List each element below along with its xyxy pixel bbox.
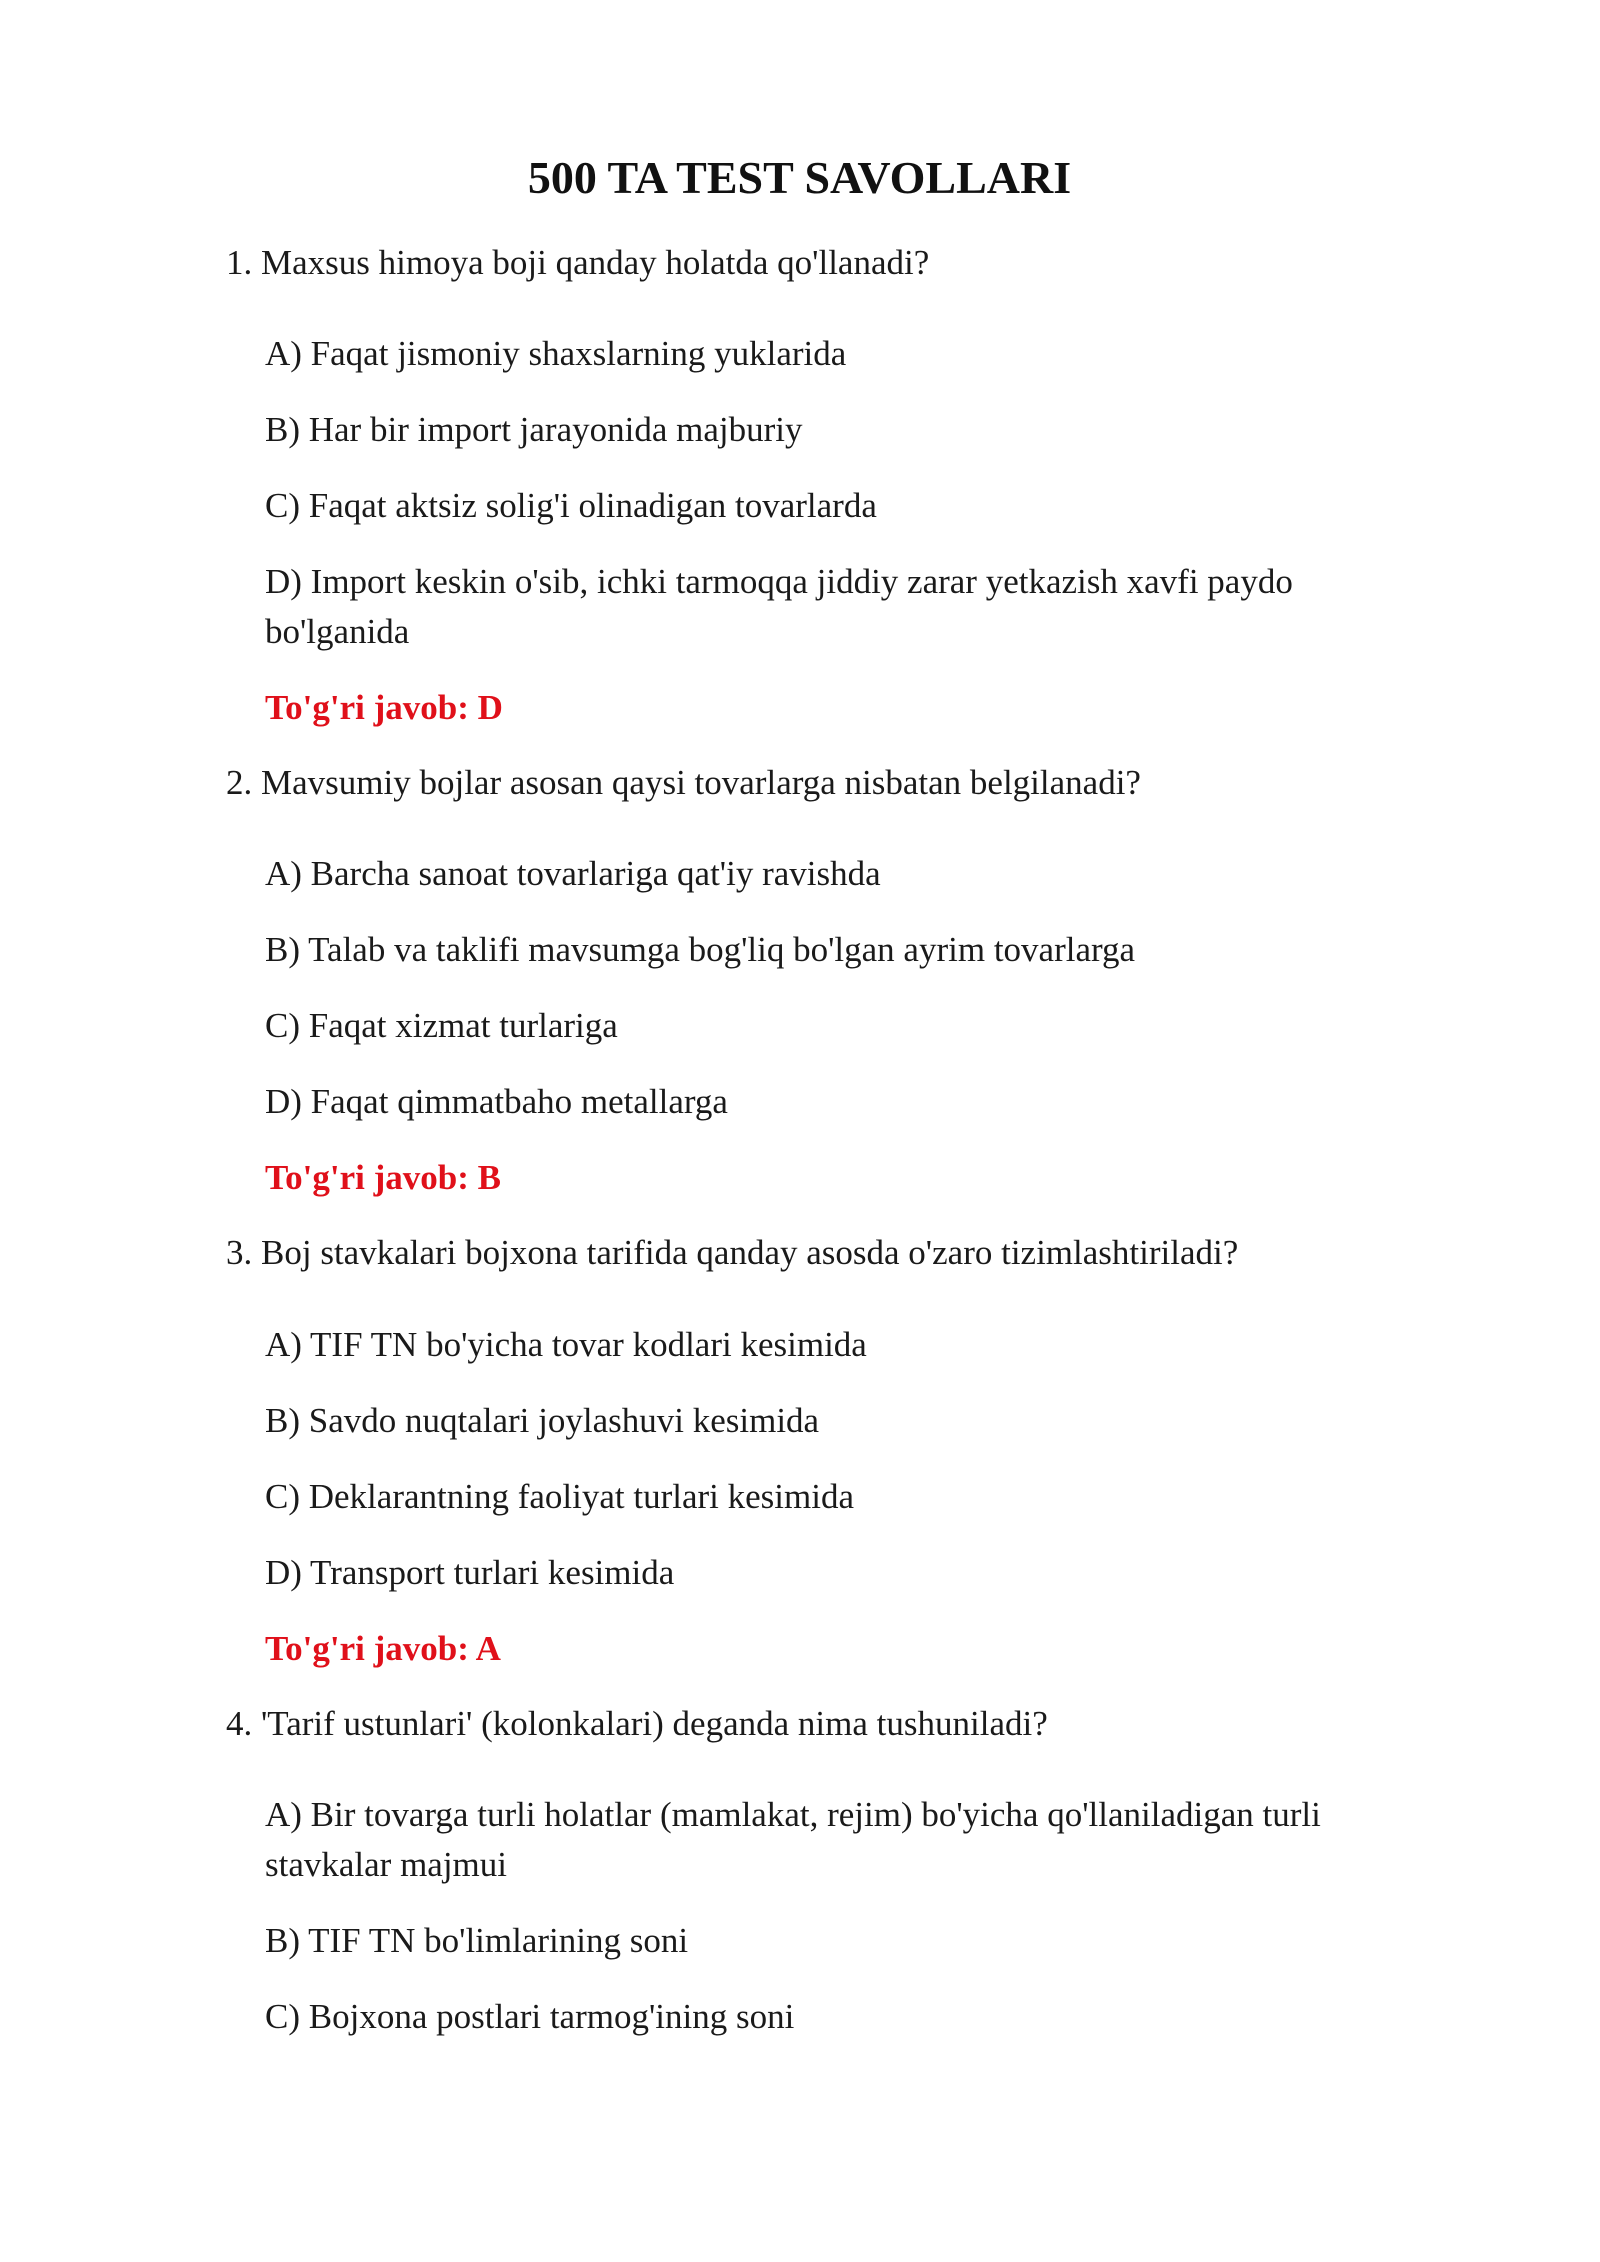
option-3a: A) TIF TN bo'yicha tovar kodlari kesimida: [265, 1325, 867, 1364]
answer-1: To'g'ri javob: D: [265, 688, 503, 727]
question-number: 3.: [226, 1233, 253, 1272]
option-4c: C) Bojxona postlari tarmog'ining soni: [265, 1997, 795, 2036]
option-4b: B) TIF TN bo'limlarining soni: [265, 1921, 689, 1960]
option-1c: C) Faqat aktsiz solig'i olinadigan tovarlarda: [265, 486, 877, 525]
question-text: Boj stavkalari bojxona tarifida qanday asosda o'zaro tizimlashtiriladi?: [261, 1233, 1239, 1272]
option-2d: D) Faqat qimmatbaho metallarga: [265, 1082, 728, 1121]
option-2b: B) Talab va taklifi mavsumga bog'liq bo'lgan ayrim tovarlarga: [265, 930, 1136, 969]
option-3b: B) Savdo nuqtalari joylashuvi kesimida: [265, 1401, 820, 1440]
option-2a: A) Barcha sanoat tovarlariga qat'iy ravishda: [265, 854, 881, 893]
question-number: 1.: [226, 243, 253, 282]
question-number: 2.: [226, 763, 253, 802]
option-2c: C) Faqat xizmat turlariga: [265, 1006, 618, 1045]
question-4: [226, 1699, 1410, 1749]
question-number: 4.: [226, 1704, 253, 1743]
question-3: [226, 1228, 1410, 1278]
question-text: 'Tarif ustunlari' (kolonkalari) deganda nima tushuniladi?: [261, 1704, 1048, 1743]
document-title: 500 TA TEST SAVOLLARI: [527, 152, 1072, 203]
question-2: [226, 758, 1410, 808]
option-3c: C) Deklarantning faoliyat turlari kesimida: [265, 1477, 854, 1516]
question-1: [226, 238, 1410, 288]
option-3d: D) Transport turlari kesimida: [265, 1553, 675, 1592]
option-4a: A) Bir tovarga turli holatlar (mamlakat, rejim) bo'yicha qo'llaniladigan turli stavkalar majmui: [265, 1795, 1321, 1884]
option-1a: A) Faqat jismoniy shaxslarning yuklarida: [265, 334, 847, 373]
question-text: Maxsus himoya boji qanday holatda qo'llanadi?: [261, 243, 930, 282]
answer-2: To'g'ri javob: B: [265, 1158, 501, 1197]
option-1d: D) Import keskin o'sib, ichki tarmoqqa jiddiy zarar yetkazish xavfi paydo bo'lganida: [265, 562, 1293, 651]
answer-3: To'g'ri javob: A: [265, 1629, 501, 1668]
question-text: Mavsumiy bojlar asosan qaysi tovarlarga nisbatan belgilanadi?: [261, 763, 1141, 802]
option-1b: B) Har bir import jarayonida majburiy: [265, 410, 803, 449]
